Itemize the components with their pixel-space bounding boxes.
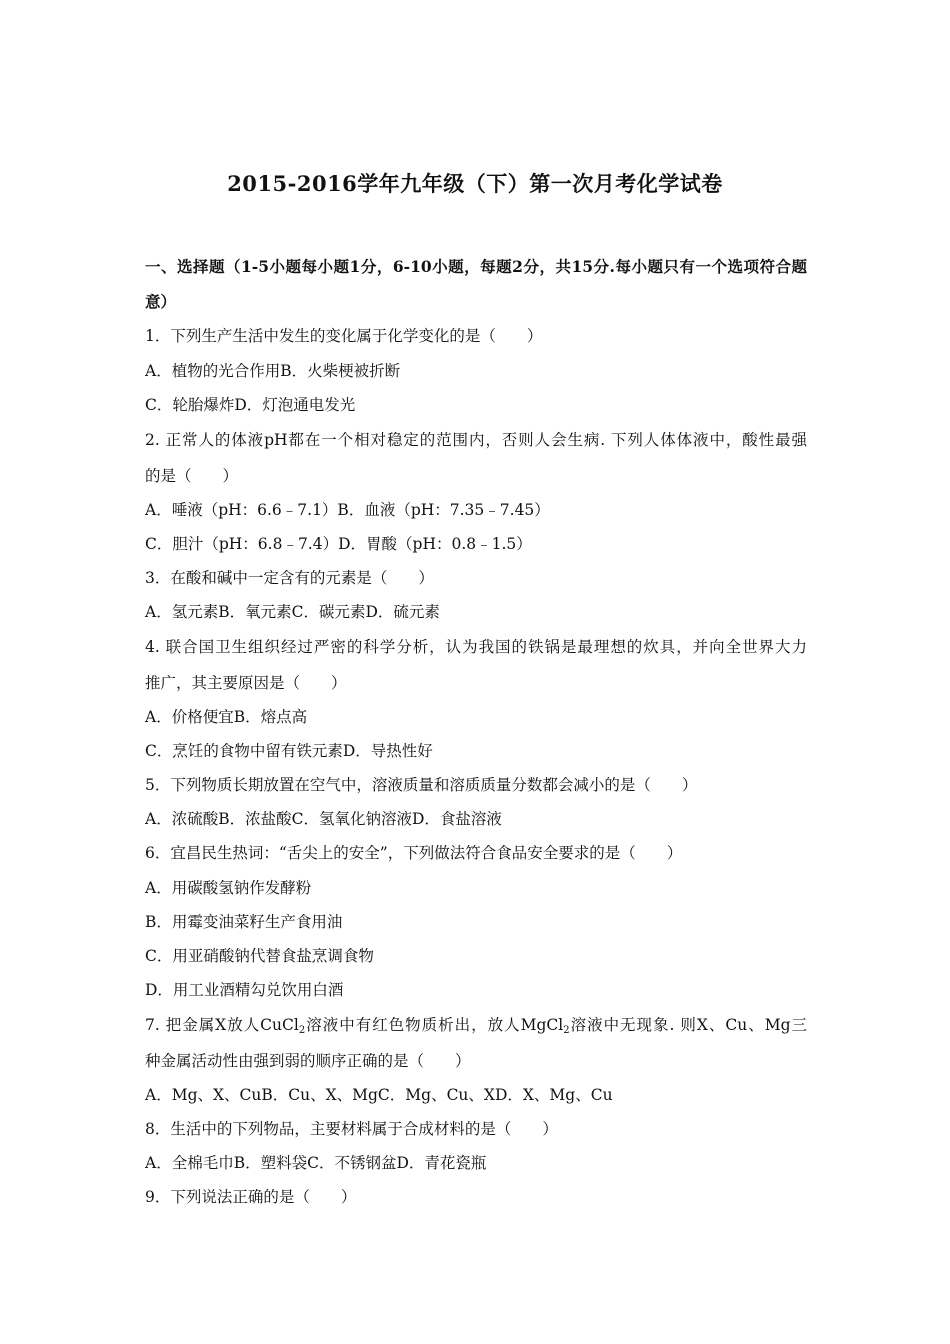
q6-option-c: C．用亚硝酸钠代替食盐烹调食物 (145, 947, 374, 965)
section-heading-line2: 意） (145, 292, 177, 311)
q4-stem-line2: 推广，其主要原因是（ ） (145, 674, 347, 692)
q7-stem-part-c: 溶液中无现象. 则X、Cu、Mg三 (569, 1016, 807, 1034)
q5-options: A．浓硫酸B．浓盐酸C．氢氧化钠溶液D．食盐溶液 (145, 810, 502, 828)
section-heading-line1: 一、选择题（1-5小题每小题1分，6-10小题，每题2分，共15分.每小题只有一个选项符合题 (145, 257, 807, 276)
page-title: 2015-2016学年九年级（下）第一次月考化学试卷 (227, 171, 723, 196)
q5-stem: 5．下列物质长期放置在空气中，溶液质量和溶质质量分数都会减小的是（ ） (145, 776, 698, 794)
q4-options-cd: C．烹饪的食物中留有铁元素D．导热性好 (145, 742, 433, 760)
q6-option-a: A．用碳酸氢钠作发酵粉 (145, 879, 312, 897)
q8-stem: 8．生活中的下列物品，主要材料属于合成材料的是（ ） (145, 1120, 558, 1138)
q7-stem-line1 (145, 1013, 807, 1037)
q6-option-d: D．用工业酒精勾兑饮用白酒 (145, 981, 344, 999)
q2-options-ab: A．唾液（pH：6.6﹣7.1）B．血液（pH：7.35﹣7.45） (145, 501, 550, 519)
q7-stem-line2: 种金属活动性由强到弱的顺序正确的是（ ） (145, 1052, 471, 1070)
q6-option-b: B．用霉变油菜籽生产食用油 (145, 913, 343, 931)
q3-options: A．氢元素B．氧元素C．碳元素D．硫元素 (145, 603, 440, 621)
q1-stem: 1．下列生产生活中发生的变化属于化学变化的是（ ） (145, 327, 543, 345)
q3-stem: 3．在酸和碱中一定含有的元素是（ ） (145, 569, 434, 587)
q2-stem-line1: 2. 正常人的体液pH都在一个相对稳定的范围内，否则人会生病. 下列人体体液中，酸性最强 (145, 431, 807, 449)
q1-options-cd: C．轮胎爆炸D．灯泡通电发光 (145, 396, 356, 414)
q2-stem-line2: 的是（ ） (145, 467, 239, 485)
q9-stem: 9．下列说法正确的是（ ） (145, 1188, 357, 1206)
q1-options-ab: A．植物的光合作用B．火柴梗被折断 (145, 362, 401, 380)
q7-subscript-2: 2 (563, 1025, 570, 1036)
q4-stem-line1: 4. 联合国卫生组织经过严密的科学分析，认为我国的铁锅是最理想的炊具，并向全世界大力 (145, 638, 807, 656)
q4-options-ab: A．价格便宜B．熔点高 (145, 708, 308, 726)
q7-stem-part-a: 7. 把金属X放人CuCl (145, 1016, 299, 1034)
q8-options: A．全棉毛巾B．塑料袋C．不锈钢盆D．青花瓷瓶 (145, 1154, 487, 1172)
q7-options: A．Mg、X、CuB．Cu、X、MgC．Mg、Cu、XD．X、Mg、Cu (145, 1086, 613, 1104)
q2-options-cd: C．胆汁（pH：6.8﹣7.4）D．胃酸（pH：0.8﹣1.5） (145, 535, 532, 553)
q6-stem: 6．宜昌民生热词：“舌尖上的安全”，下列做法符合食品安全要求的是（ ） (145, 844, 683, 862)
q7-stem-part-b: 溶液中有红色物质析出，放人MgCl (305, 1016, 564, 1034)
q7-subscript-1: 2 (298, 1025, 306, 1036)
